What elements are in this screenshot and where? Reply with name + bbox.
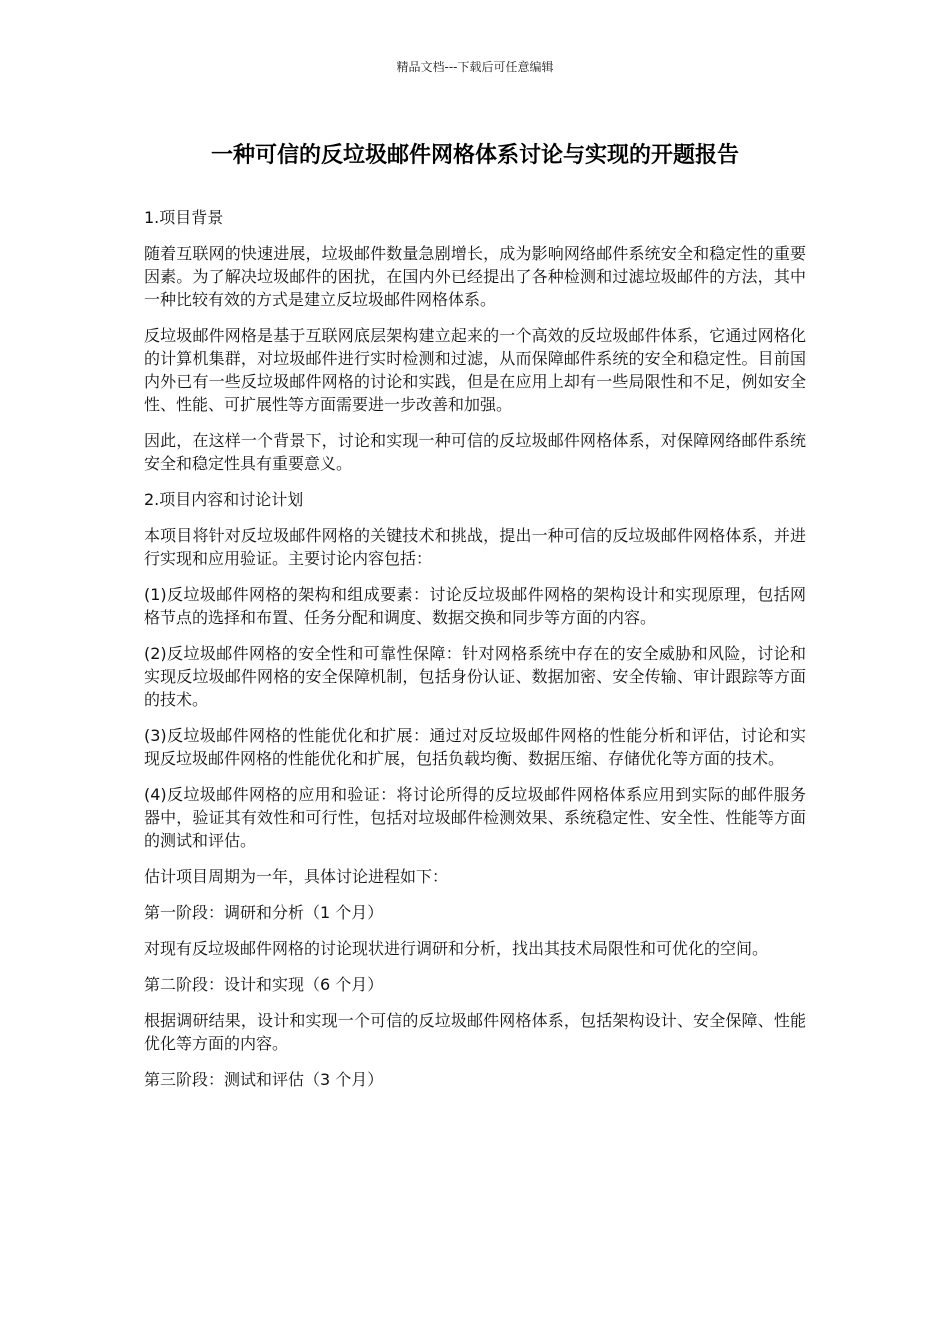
section-heading-background: 1.项目背景: [144, 208, 224, 227]
list-item: (2)反垃圾邮件网格的安全性和可靠性保障：针对网格系统中存在的安全威胁和风险，讨论和实现反垃圾邮件网格的安全保障机制，包括身份认证、数据加密、安全传输、审计跟踪等方面的技术。: [144, 644, 806, 709]
paragraph: 对现有反垃圾邮件网格的讨论现状进行调研和分析，找出其技术局限性和可优化的空间。: [144, 939, 769, 958]
section-heading-content-plan: 2.项目内容和讨论计划: [144, 490, 304, 509]
paragraph: 因此，在这样一个背景下，讨论和实现一种可信的反垃圾邮件网格体系，对保障网络邮件系统安全和稳定性具有重要意义。: [144, 431, 806, 473]
phase-heading: 第一阶段：调研和分析（1 个月）: [144, 903, 384, 922]
phase-heading: 第三阶段：测试和评估（3 个月）: [144, 1070, 384, 1089]
document-title: 一种可信的反垃圾邮件网格体系讨论与实现的开题报告: [210, 143, 739, 168]
phase-heading: 第二阶段：设计和实现（6 个月）: [144, 975, 384, 994]
paragraph: 本项目将针对反垃圾邮件网格的关键技术和挑战，提出一种可信的反垃圾邮件网格体系，并进行实现和应用验证。主要讨论内容包括：: [144, 526, 806, 568]
document-body: [144, 206, 806, 1104]
list-item: (4)反垃圾邮件网格的应用和验证：将讨论所得的反垃圾邮件网格体系应用到实际的邮件服务器中，验证其有效性和可行性，包括对垃圾邮件检测效果、系统稳定性、安全性、性能等方面的测试和评估。: [144, 785, 806, 850]
list-item: (1)反垃圾邮件网格的架构和组成要素：讨论反垃圾邮件网格的架构设计和实现原理，包括网格节点的选择和布置、任务分配和调度、数据交换和同步等方面的内容。: [144, 585, 806, 627]
list-item: (3)反垃圾邮件网格的性能优化和扩展：通过对反垃圾邮件网格的性能分析和评估，讨论和实现反垃圾邮件网格的性能优化和扩展，包括负载均衡、数据压缩、存储优化等方面的技术。: [144, 726, 806, 768]
paragraph: 反垃圾邮件网格是基于互联网底层架构建立起来的一个高效的反垃圾邮件体系，它通过网格化的计算机集群，对垃圾邮件进行实时检测和过滤，从而保障邮件系统的安全和稳定性。目前国内外已有一些反垃圾邮件网格的讨论和实践，但是在应用上却有一些局限性和不足，例如安全性、性能、可扩展性等方面需要进一步改善和加强。: [144, 326, 806, 414]
paragraph: 估计项目周期为一年，具体讨论进程如下：: [144, 867, 449, 886]
paragraph: 随着互联网的快速进展，垃圾邮件数量急剧增长，成为影响网络邮件系统安全和稳定性的重要因素。为了解决垃圾邮件的困扰，在国内外已经提出了各种检测和过滤垃圾邮件的方法，其中一种比较有效的方式是建立反垃圾邮件网格体系。: [144, 244, 806, 309]
header-note: 精品文档---下载后可任意编辑: [396, 60, 554, 74]
paragraph: 根据调研结果，设计和实现一个可信的反垃圾邮件网格体系，包括架构设计、安全保障、性能优化等方面的内容。: [144, 1011, 806, 1053]
